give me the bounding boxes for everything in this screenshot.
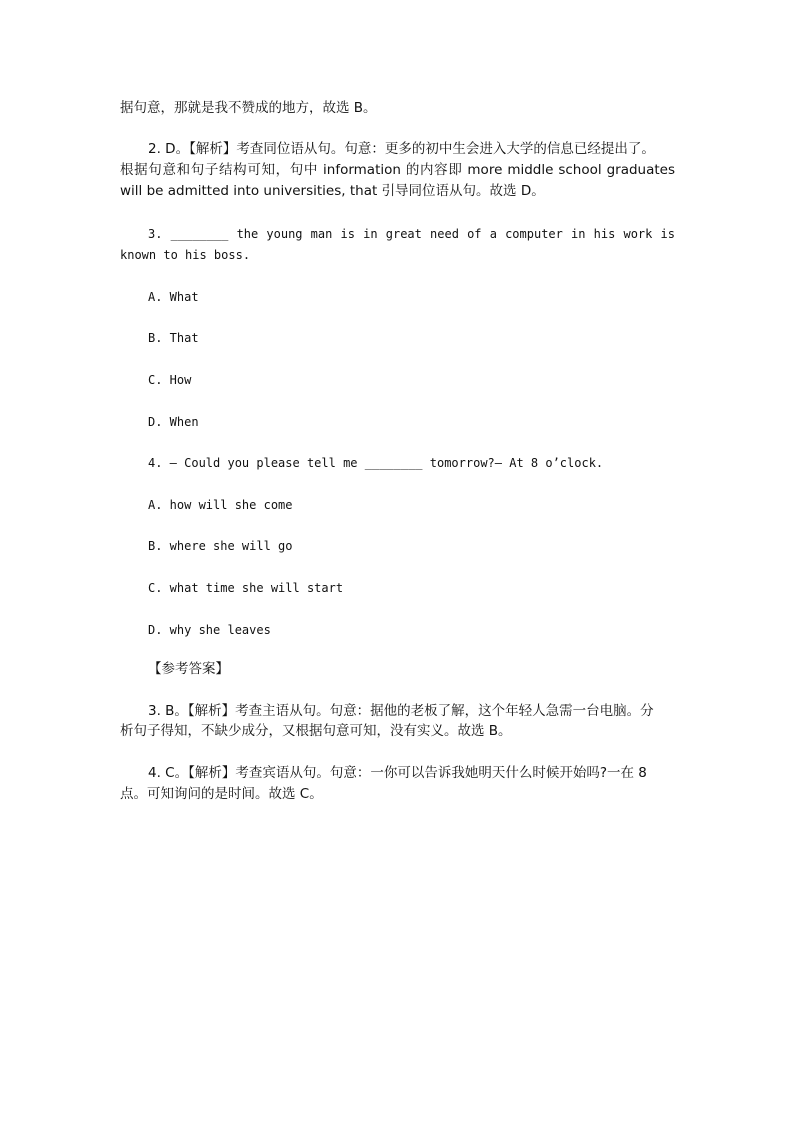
question-4-line-1: 4. — Could you please tell me ________ tomorrow?— At 8 o’clock. [148,456,604,470]
question-3-line-2: known to his boss. [120,248,251,262]
question-4-option-c: C. what time she will start [148,581,344,595]
question-3-line-1: 3. ________ the young man is in great need of a computer in his work is [148,227,675,241]
answer-2-line-2: 根据句意和句子结构可知，句中 information 的内容即 more middle school graduates [120,162,675,178]
answer-4-line-2: 点。可知询问的是时间。故选 C。 [120,786,323,802]
question-3-option-a: A. What [148,290,199,304]
answer-3-line-2: 析句子得知，不缺少成分，又根据句意可知，没有实义。故选 B。 [120,723,512,739]
answer-3-line-1: 3. B。【解析】考查主语从句。句意：据他的老板了解，这个年轻人急需一台电脑。分 [148,703,654,719]
question-3-option-b: B. That [148,331,199,345]
question-4-option-b: B. where she will go [148,539,293,553]
text-line-1: 据句意，那就是我不赞成的地方，故选 B。 [120,100,377,116]
reference-answer-heading: 【参考答案】 [148,661,229,677]
answer-4-line-1: 4. C。【解析】考查宾语从句。句意：一你可以告诉我她明天什么时候开始吗?一在 8 [148,765,647,781]
answer-2-line-1: 2. D。【解析】考查同位语从句。句意：更多的初中生会进入大学的信息已经提出了。 [148,141,655,157]
question-3-option-c: C. How [148,373,192,387]
question-3-option-d: D. When [148,415,199,429]
question-4-option-d: D. why she leaves [148,623,271,637]
answer-2-line-3: will be admitted into universities, that 引导同位语从句。故选 D。 [120,183,545,199]
question-4-option-a: A. how will she come [148,498,293,512]
